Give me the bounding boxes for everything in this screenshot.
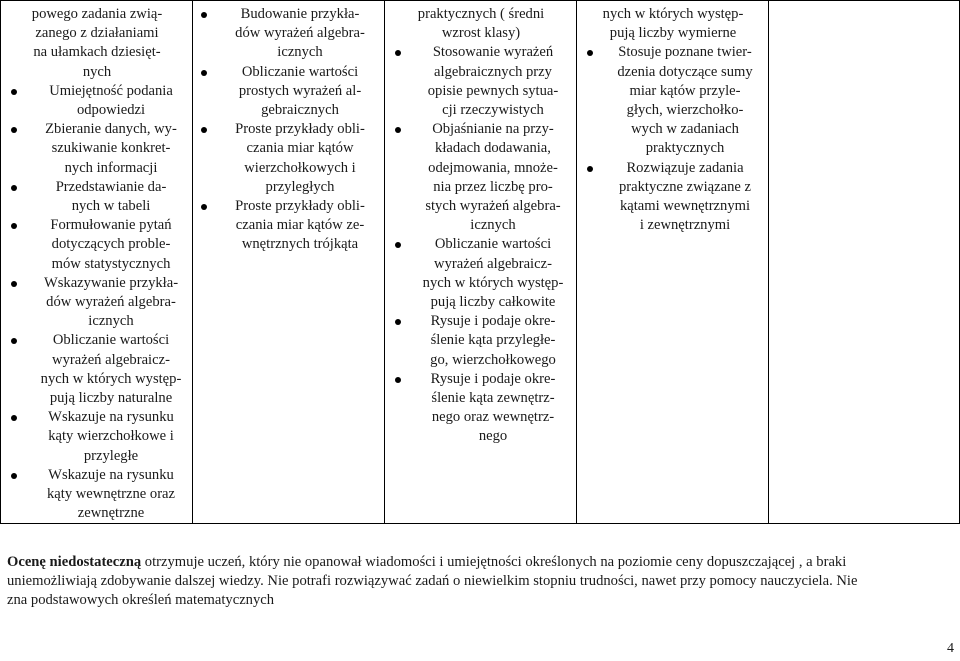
list-item [7, 331, 187, 408]
list-item [391, 43, 571, 120]
text-line: nych informacji [64, 159, 158, 176]
list-item [7, 178, 187, 216]
text-line: mów statystycznych [51, 255, 171, 272]
bullet-list [391, 43, 571, 446]
text-line: nia przez liczbę pro- [433, 178, 553, 195]
paragraph-line: otrzymuje uczeń, który nie opanował wiadomości i umiejętności określonych na poziomie ceny dopuszczającej , a braki [141, 554, 847, 570]
text-line: miar kątów przyle- [629, 82, 741, 99]
list-item [583, 43, 763, 158]
text-line: icznych [88, 313, 134, 330]
text-line: Obliczanie wartości [434, 236, 552, 253]
table-cell-col5 [769, 1, 960, 524]
text-line: Rysuje i podaje okre- [430, 313, 556, 330]
text-line: nych w których występ- [602, 6, 744, 22]
text-line: go, wierzchołkowego [430, 351, 556, 368]
text-line: pują liczby wymierne [609, 25, 737, 42]
text-line: powego zadania zwią- [31, 6, 163, 22]
bullet-list [583, 43, 763, 235]
text-line: Umiejętność podania [49, 82, 173, 99]
list-item [391, 120, 571, 235]
text-line: dotyczących proble- [51, 236, 171, 253]
list-item [583, 159, 763, 236]
failing-grade-paragraph [7, 553, 955, 611]
grade-label: Ocenę niedostateczną [7, 554, 142, 570]
list-item [199, 197, 379, 255]
list-item [7, 408, 187, 466]
text-line: czania miar kątów ze- [235, 217, 365, 234]
text-line: ślenie kąta zewnętrz- [431, 390, 555, 407]
text-line: wnętrznych trójkąta [241, 236, 359, 253]
text-line: icznych [277, 44, 323, 61]
text-line: wzrost klasy) [441, 25, 521, 42]
text-line: kątami wewnętrznymi [619, 198, 751, 215]
text-line: nych w których występ- [40, 370, 182, 387]
text-line: Wskazuje na rysunku [48, 409, 174, 426]
table-cell-col4 [577, 1, 769, 524]
text-line: Proste przykłady obli- [235, 198, 365, 215]
cell-lead-text [391, 5, 571, 43]
text-line: nych [82, 63, 112, 80]
text-line: Obliczanie wartości [52, 332, 170, 349]
list-item [7, 82, 187, 120]
bullet-list [7, 82, 187, 524]
cell-lead-text [583, 5, 763, 43]
bullet-list [199, 5, 379, 255]
text-line: icznych [470, 217, 516, 234]
text-line: zanego z działaniami [35, 25, 159, 42]
text-line: kładach dodawania, [435, 140, 551, 157]
text-line: Proste przykłady obli- [235, 121, 365, 138]
list-item [199, 120, 379, 197]
text-line: praktycznych [645, 140, 725, 157]
text-line: prostych wyrażeń al- [238, 82, 362, 99]
text-line: dzenia dotyczące sumy [617, 63, 753, 80]
text-line: nego oraz wewnętrz- [431, 409, 555, 426]
table-cell-col1 [1, 1, 193, 524]
table-cell-col2 [193, 1, 385, 524]
text-line: Stosuje poznane twier- [618, 44, 752, 61]
list-item [7, 120, 187, 178]
text-line: kąty wewnętrzne oraz [46, 486, 176, 503]
text-line: odejmowania, mnoże- [428, 159, 558, 176]
text-line: Stosowanie wyrażeń [432, 44, 554, 61]
text-line: stych wyrażeń algebra- [425, 198, 561, 215]
text-line: Zbieranie danych, wy- [45, 121, 177, 138]
text-line: dów wyrażeń algebra- [235, 25, 365, 42]
text-line: wyrażeń algebraicz- [434, 255, 552, 272]
text-line: Budowanie przykła- [240, 6, 360, 22]
text-line: na ułamkach dziesięt- [33, 44, 161, 61]
text-line: przyległych [265, 178, 335, 195]
cell-lead-text [7, 5, 187, 82]
list-item [199, 5, 379, 63]
text-line: gebraicznych [261, 102, 339, 119]
text-line: Przedstawianie da- [55, 178, 167, 195]
text-line: i zewnętrznymi [639, 217, 731, 234]
text-line: zewnętrzne [77, 505, 145, 522]
text-line: opisie pewnych sytua- [427, 82, 559, 99]
text-line: pują liczby całkowite [430, 294, 556, 311]
list-item [7, 466, 187, 524]
text-line: nych w tabeli [71, 198, 151, 215]
text-line: nych w których występ- [422, 274, 564, 291]
text-line: odpowiedzi [76, 102, 146, 119]
list-item [7, 274, 187, 332]
paragraph-line: uniemożliwiają zdobywanie dalszej wiedzy. Nie potrafi rozwiązywać zadań o niewielkim stopniu trudności, nawet przy pomocy nauczyciela. Nie [7, 573, 858, 590]
text-line: praktycznych ( średni [417, 6, 545, 22]
list-item [391, 370, 571, 447]
text-line: Rysuje i podaje okre- [430, 370, 556, 387]
text-line: nego [478, 428, 508, 445]
text-line: ślenie kąta przyległe- [430, 332, 556, 349]
text-line: wierzchołkowych i [244, 159, 356, 176]
text-line: Wskazywanie przykła- [43, 274, 179, 291]
text-line: Formułowanie pytań [50, 217, 172, 234]
text-line: pują liczby naturalne [49, 390, 173, 407]
list-item [199, 63, 379, 121]
text-line: Rozwiązuje zadania [626, 159, 744, 176]
text-line: czania miar kątów [246, 140, 354, 157]
text-line: kąty wierzchołkowe i [48, 428, 174, 445]
text-line: algebraicznych przy [434, 63, 552, 80]
text-line: Objaśnianie na przy- [432, 121, 554, 138]
text-line: głych, wierzchołko- [626, 102, 744, 119]
text-line: Wskazuje na rysunku [48, 466, 174, 483]
list-item [391, 235, 571, 312]
text-line: przyległe [83, 447, 139, 464]
table-cell-col3 [385, 1, 577, 524]
list-item [7, 216, 187, 274]
text-line: szukiwanie konkret- [51, 140, 171, 157]
paragraph-line: zna podstawowych określeń matematycznych [7, 592, 275, 609]
text-line: praktyczne związane z [618, 178, 752, 195]
list-item [391, 312, 571, 370]
text-line: Obliczanie wartości [241, 63, 359, 80]
page-number: 4 [947, 641, 954, 656]
text-line: wyrażeń algebraicz- [52, 351, 170, 368]
text-line: dów wyrażeń algebra- [46, 294, 176, 311]
text-line: wych w zadaniach [631, 121, 739, 138]
text-line: cji rzeczywistych [442, 102, 544, 119]
